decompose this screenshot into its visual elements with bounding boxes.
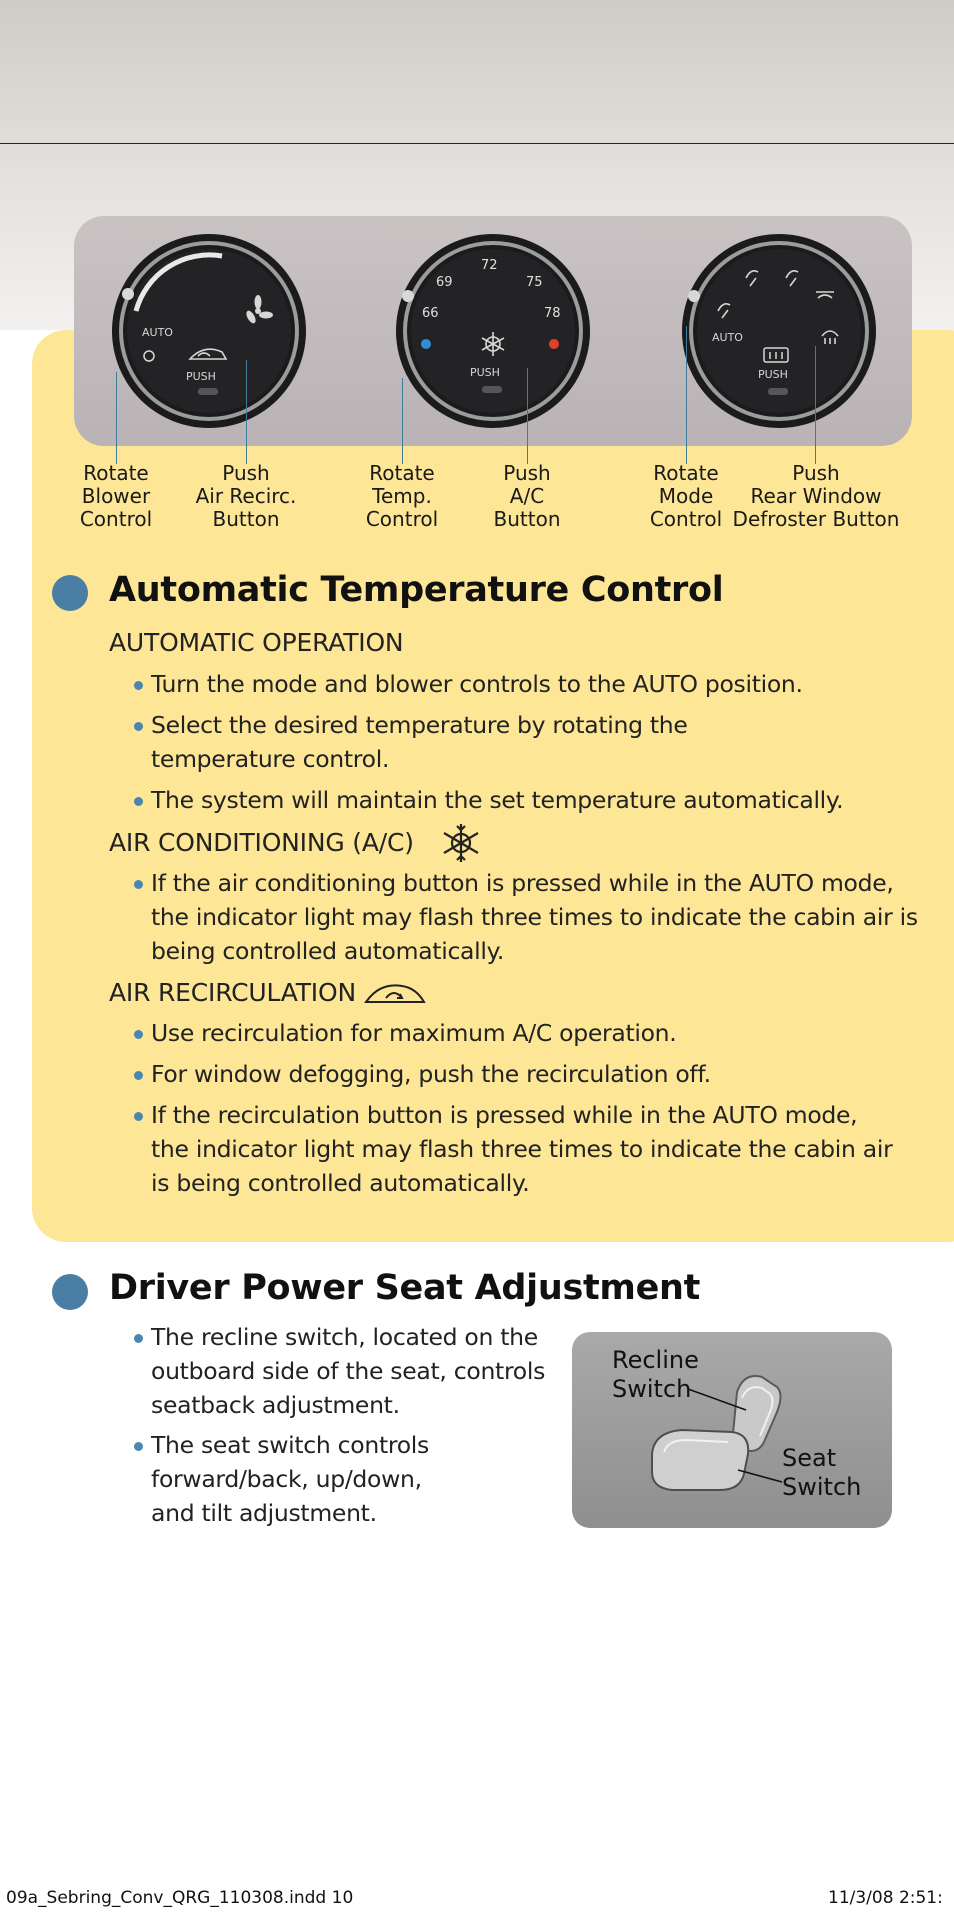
ac-heading: AIR CONDITIONING (A/C) [109,828,414,857]
seat-switch-photo [572,1332,892,1528]
recirc-bullet-2: For window defogging, push the recirculation off. [151,1057,711,1091]
ac-bullet-1: If the air conditioning button is pressed while in the AUTO mode, the indicator light may flash three times to indicate the cabin air is being controlled automatically. [151,866,918,968]
temp-mark-69: 69 [436,275,453,290]
temp-push-text: PUSH [470,366,500,379]
recirculation-icon [362,978,428,1008]
callout-push-recirc: Push Air Recirc. Button [195,461,297,531]
seat-title: Driver Power Seat Adjustment [109,1268,701,1308]
recline-switch-label: Recline Switch [612,1346,699,1403]
callout-line-ac [527,368,528,464]
mode-knob [664,216,894,446]
auto-operation-heading: AUTOMATIC OPERATION [109,628,404,657]
mode-auto-text: AUTO [712,331,743,344]
climate-controls-photo [74,216,912,446]
header-rule [0,143,954,144]
auto-bullet-1: Turn the mode and blower controls to the AUTO position. [151,667,803,701]
auto-bullet-2: Select the desired temperature by rotating the temperature control. [151,708,688,776]
callout-rotate-mode: Rotate Mode Control [649,461,723,531]
seat-switch-label: Seat Switch [782,1444,862,1501]
blower-push-text: PUSH [186,370,216,383]
mode-push-text: PUSH [758,368,788,381]
temp-mark-66: 66 [422,306,439,321]
footer-timestamp: 11/3/08 2:51: [828,1888,943,1908]
recirc-bullet-3: If the recirculation button is pressed while in the AUTO mode, the indicator light may flash three times to indicate the cabin air is being controlled automatically. [151,1098,892,1200]
callout-push-ac: Push A/C Button [493,461,561,531]
auto-bullet-3: The system will maintain the set temperature automatically. [151,783,843,817]
temp-mark-72: 72 [481,258,498,273]
blower-knob [94,216,324,446]
recirc-bullet-1: Use recirculation for maximum A/C operation. [151,1016,676,1050]
callout-line-defrost [815,346,816,464]
temp-mark-78: 78 [544,306,561,321]
temperature-knob [378,216,608,446]
atc-section-dot [52,575,88,611]
callout-line-recirc [246,360,247,464]
callout-rotate-blower: Rotate Blower Control [79,461,153,531]
seat-bullet-1: The recline switch, located on the outboard side of the seat, controls seatback adjustment. [151,1320,545,1422]
callout-line-mode [686,326,687,464]
callout-line-blower [116,372,117,464]
snowflake-icon [438,822,484,864]
callout-rotate-temp: Rotate Temp. Control [365,461,439,531]
seat-section-dot [52,1274,88,1310]
atc-title: Automatic Temperature Control [109,570,724,610]
callout-line-temp [402,378,403,464]
recirc-heading: AIR RECIRCULATION [109,978,356,1007]
temp-mark-75: 75 [526,275,543,290]
footer-file-info: 09a_Sebring_Conv_QRG_110308.indd 10 [6,1888,354,1908]
seat-bullet-2: The seat switch controls forward/back, up/down, and tilt adjustment. [151,1428,429,1530]
callout-push-defroster: Push Rear Window Defroster Button [732,461,900,531]
blower-auto-text: AUTO [142,326,173,339]
